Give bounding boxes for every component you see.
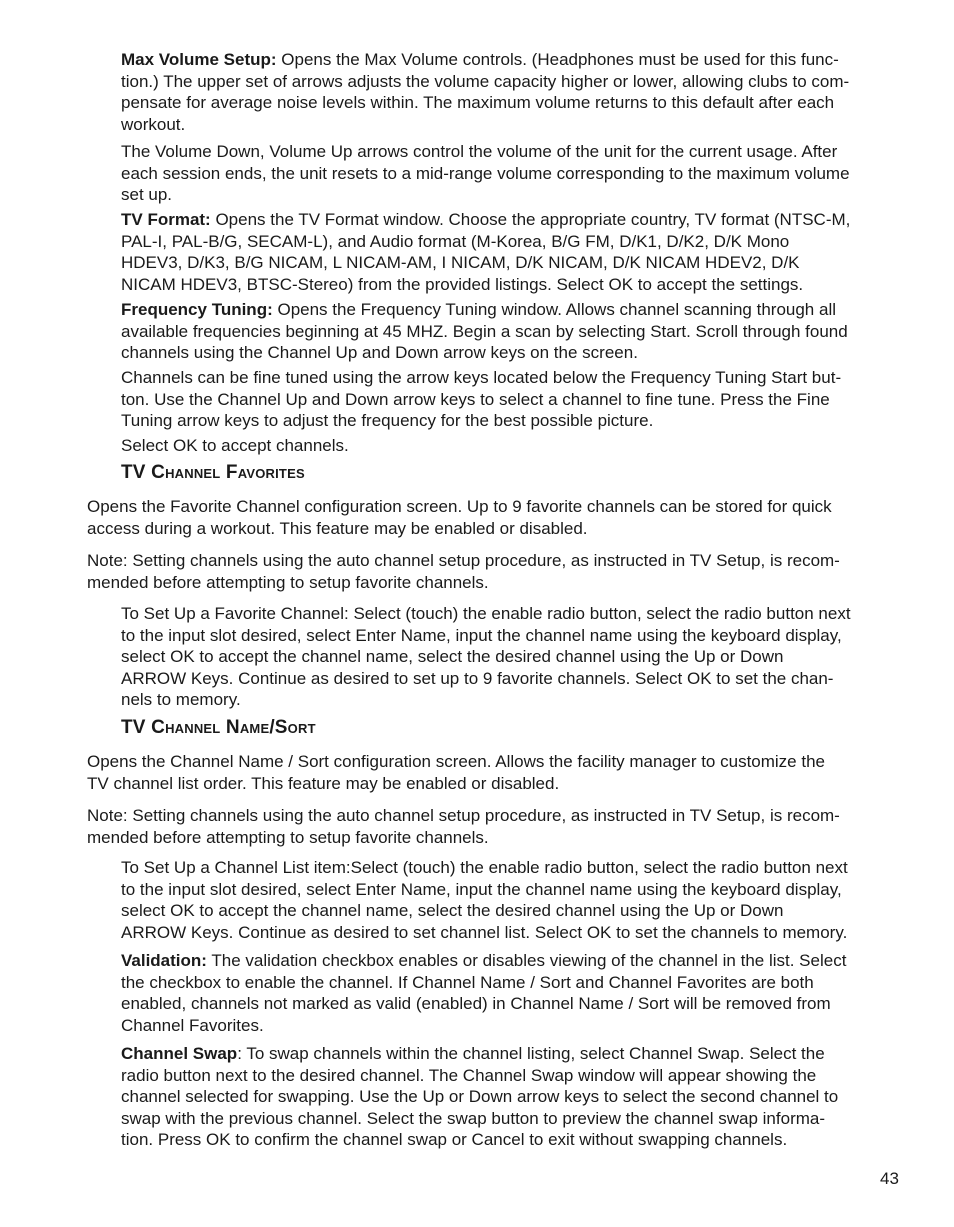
select-ok-paragraph: Select OK to accept channels.	[121, 436, 349, 455]
frequency-tuning-label: Frequency Tuning:	[121, 300, 273, 319]
tv-format-paragraph: TV Format: Opens the TV Format window. Choose the appropriate country, TV format (NTSC-M, PAL-I, PAL-B/G, SECAM-L), and Audio format (M-Korea, B/G FM, D/K1, D/K2, D/K Mono HDEV3, D/K3, B/G NICAM, L NICAM-AM, I NICAM, D/K NICAM, D/K NICAM HDEV2, D/K NICAM HDEV3, BTSC-Stereo) from the provided listings. Select OK to accept the settings.	[121, 210, 851, 294]
channel-swap-label: Channel Swap	[121, 1044, 238, 1063]
volume-paragraph: The Volume Down, Volume Up arrows control the volume of the unit for the current usage. After each session ends, the unit resets to a mid-range volume corresponding to the maximum volume set up.	[121, 142, 850, 205]
name-sort-intro: Opens the Channel Name / Sort configuration screen. Allows the facility manager to customize the TV channel list order. This feature may be enabled or disabled.	[87, 752, 825, 793]
frequency-tuning-paragraph: Frequency Tuning: Opens the Frequency Tuning window. Allows channel scanning through all available frequencies beginning at 45 MHZ. Begin a scan by selecting Start. Scroll through found channels using the Channel Up and Down arrow keys on the screen.	[121, 300, 848, 363]
name-sort-setup: To Set Up a Channel List item:Select (touch) the enable radio button, select the radio button next to the input slot desired, select Enter Name, input the channel name using the keyboard display, select OK to accept the channel name, select the desired channel using the Up or Down ARROW Keys. Continue as desired to set channel list. Select OK to set the channels to memory.	[121, 858, 848, 942]
favorites-heading: TV Channel Favorites	[121, 462, 305, 483]
channel-swap-paragraph: Channel Swap: To swap channels within the channel listing, select Channel Swap. Select the radio button next to the desired channel. The Channel Swap window will appear showing the channel selected for swapping. Use the Up or Down arrow keys to select the second channel to swap with the previous channel. Select the swap button to preview the channel swap informa- tion. Press OK to confirm the channel swap or Cancel to exit without swapping channels.	[121, 1044, 839, 1150]
favorites-intro: Opens the Favorite Channel configuration screen. Up to 9 favorite channels can be stored for quick access during a workout. This feature may be enabled or disabled.	[87, 497, 832, 538]
tv-format-label: TV Format:	[121, 210, 211, 229]
max-volume-paragraph: Max Volume Setup: Opens the Max Volume controls. (Headphones must be used for this func- tion.) The upper set of arrows adjusts the volume capacity higher or lower, allowing clubs to com- pensate for average noise levels within. The maximum volume returns to this default after each workout.	[121, 50, 850, 134]
max-volume-label: Max Volume Setup:	[121, 50, 277, 69]
favorites-setup: To Set Up a Favorite Channel: Select (touch) the enable radio button, select the radio button next to the input slot desired, select Enter Name, input the channel name using the keyboard display, select OK to accept the channel name, select the desired channel using the Up or Down ARROW Keys. Continue as desired to set up to 9 favorite channels. Select OK to set the chan- nels to memory.	[121, 604, 851, 710]
validation-paragraph: Validation: The validation checkbox enables or disables viewing of the channel in the list. Select the checkbox to enable the channel. If Channel Name / Sort and Channel Favorites are both enabled, channels not marked as valid (enabled) in Channel Name / Sort will be removed from Channel Favorites.	[121, 951, 847, 1035]
page-number: 43	[880, 1169, 899, 1188]
name-sort-heading: TV Channel Name/Sort	[121, 717, 316, 738]
validation-label: Validation:	[121, 951, 207, 970]
fine-tune-paragraph: Channels can be fine tuned using the arrow keys located below the Frequency Tuning Start but- ton. Use the Channel Up and Down arrow keys to select a channel to fine tune. Press the Fine Tuning arrow keys to adjust the frequency for the best possible picture.	[121, 368, 842, 431]
name-sort-note: Note: Setting channels using the auto channel setup procedure, as instructed in TV Setup, is recom- mended before attempting to setup favorite channels.	[87, 806, 840, 847]
favorites-note: Note: Setting channels using the auto channel setup procedure, as instructed in TV Setup, is recom- mended before attempting to setup favorite channels.	[87, 551, 840, 592]
